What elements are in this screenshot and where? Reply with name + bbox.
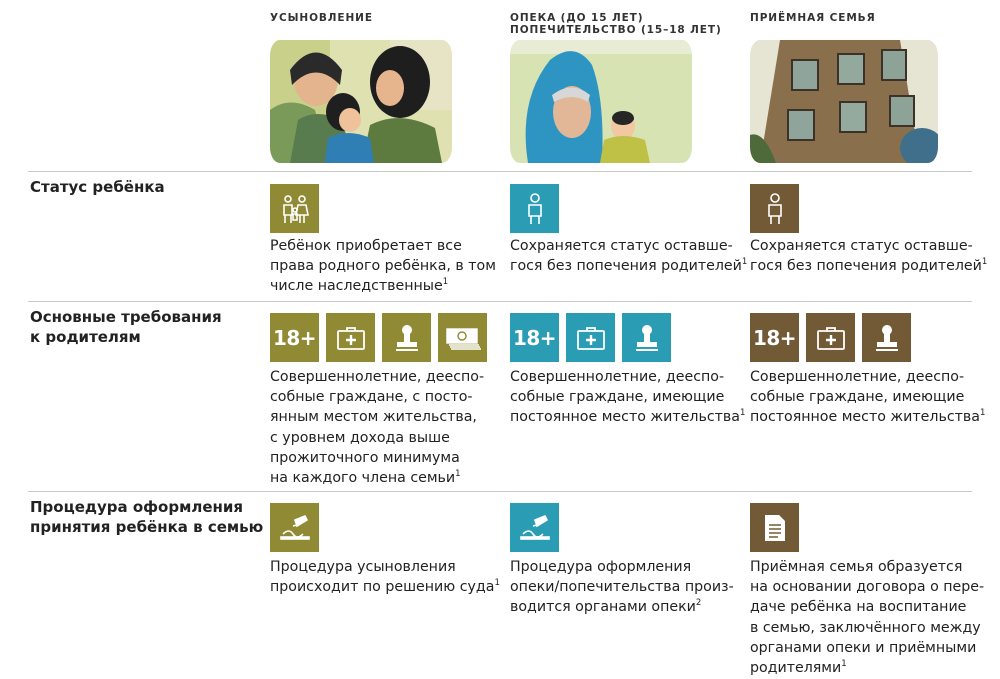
footnote-mark: 1	[979, 408, 986, 419]
requirements-text-guardianship	[510, 367, 745, 428]
requirements-icons-foster	[750, 313, 911, 362]
text-line: янным местом жительства,	[270, 409, 477, 426]
divider-3	[28, 491, 972, 492]
status-icons-adoption	[270, 184, 319, 233]
adoption-illustration	[270, 40, 452, 163]
text-line: собные граждане, имеющие	[750, 389, 965, 406]
row-label-requirements	[30, 307, 222, 347]
text-line: числе наследственные	[270, 278, 443, 295]
footnote-mark: 1	[981, 257, 988, 268]
text-line: опеки/попечительства произ-	[510, 579, 734, 596]
status-text-guardianship	[510, 236, 747, 276]
requirements-text-adoption	[270, 367, 484, 488]
footnote-mark: 1	[442, 277, 449, 288]
stamp-icon	[622, 313, 671, 362]
money-icon	[438, 313, 487, 362]
procedure-icons-foster	[750, 503, 799, 552]
text-line: на каждого члена семьи	[270, 470, 456, 487]
text-line: на основании договора о пере-	[750, 579, 985, 596]
divider-1	[28, 171, 972, 172]
text-line: собные граждане, имеющие	[510, 389, 725, 406]
procedure-text-foster	[750, 557, 984, 678]
footnote-mark: 1	[841, 659, 847, 670]
text-line: Совершеннолетние, дееспо-	[270, 369, 485, 385]
text-line: Совершеннолетние, дееспо-	[750, 369, 965, 385]
signing-icon	[510, 503, 559, 552]
row-label-line: Процедура оформления	[30, 498, 244, 516]
guardianship-illustration	[510, 40, 692, 163]
text-line: водится органами опеки	[510, 599, 696, 616]
stamp-icon	[382, 313, 431, 362]
age-18-icon	[510, 313, 559, 362]
text-line: родителями	[750, 660, 842, 677]
requirements-icons-guardianship	[510, 313, 671, 362]
age-18-icon	[750, 313, 799, 362]
footnote-mark: 1	[455, 469, 461, 480]
text-line: Процедура усыновления	[270, 559, 456, 575]
column-header-adoption	[270, 12, 373, 24]
row-label-line: Статус ребёнка	[30, 178, 165, 196]
age-label: 18+	[752, 325, 797, 350]
text-line: гося без попечения родителей	[510, 258, 742, 275]
footnote-mark: 2	[695, 598, 702, 609]
footnote-mark: 1	[494, 578, 500, 589]
text-line: прожиточного минимума	[270, 449, 460, 466]
row-label-line: к родителям	[30, 328, 141, 346]
age-18-icon	[270, 313, 319, 362]
row-label-status	[30, 177, 165, 197]
text-line: Сохраняется статус оставше-	[750, 238, 973, 254]
status-text-foster	[750, 236, 987, 276]
footnote-mark: 1	[739, 408, 746, 419]
procedure-icons-adoption	[270, 503, 319, 552]
foster-family-illustration	[750, 40, 938, 163]
child-icon	[510, 184, 559, 233]
procedure-text-adoption	[270, 557, 500, 597]
text-line: происходит по решению суда	[270, 579, 495, 596]
column-header-line: ПОПЕЧИТЕЛЬСТВО (15–18 ЛЕТ)	[510, 24, 722, 36]
text-line: Процедура оформления	[510, 559, 692, 575]
text-line: Совершеннолетние, дееспо-	[510, 369, 725, 385]
text-line: Ребёнок приобретает все	[270, 238, 462, 254]
procedure-icons-guardianship	[510, 503, 559, 552]
status-icons-guardianship	[510, 184, 559, 233]
requirements-text-foster	[750, 367, 985, 428]
column-header-foster-family	[750, 12, 876, 24]
column-header-guardianship	[510, 12, 722, 36]
text-line: Сохраняется статус оставше-	[510, 238, 733, 254]
divider-2	[28, 301, 972, 302]
medical-kit-icon	[566, 313, 615, 362]
text-line: с уровнем дохода выше	[270, 429, 450, 446]
footnote-mark: 1	[741, 257, 748, 268]
age-label: 18+	[272, 325, 317, 350]
column-header-line: ОПЕКА (ДО 15 ЛЕТ)	[510, 12, 644, 24]
stamp-icon	[862, 313, 911, 362]
text-line: постоянное место жительства	[510, 409, 740, 426]
column-header-line: ПРИЁМНАЯ СЕМЬЯ	[750, 12, 876, 24]
text-line: гося без попечения родителей	[750, 258, 982, 275]
row-label-procedure	[30, 497, 263, 537]
text-line: даче ребёнка на воспитание	[750, 599, 967, 616]
family-icon	[270, 184, 319, 233]
text-line: Приёмная семья образуется	[750, 559, 963, 575]
signing-icon	[270, 503, 319, 552]
procedure-text-guardianship	[510, 557, 734, 618]
row-label-line: принятия ребёнка в семью	[30, 518, 264, 536]
document-icon	[750, 503, 799, 552]
column-header-line: УСЫНОВЛЕНИЕ	[270, 12, 373, 24]
child-icon	[750, 184, 799, 233]
status-text-adoption	[270, 236, 496, 297]
text-line: права родного ребёнка, в том	[270, 258, 496, 275]
medical-kit-icon	[326, 313, 375, 362]
text-line: собные граждане, с посто-	[270, 389, 473, 406]
medical-kit-icon	[806, 313, 855, 362]
age-label: 18+	[512, 325, 557, 350]
text-line: органами опеки и приёмными	[750, 639, 977, 656]
status-icons-foster	[750, 184, 799, 233]
requirements-icons-adoption	[270, 313, 487, 362]
text-line: постоянное место жительства	[750, 409, 980, 426]
row-label-line: Основные требования	[30, 308, 222, 326]
text-line: в семью, заключённого между	[750, 619, 981, 636]
